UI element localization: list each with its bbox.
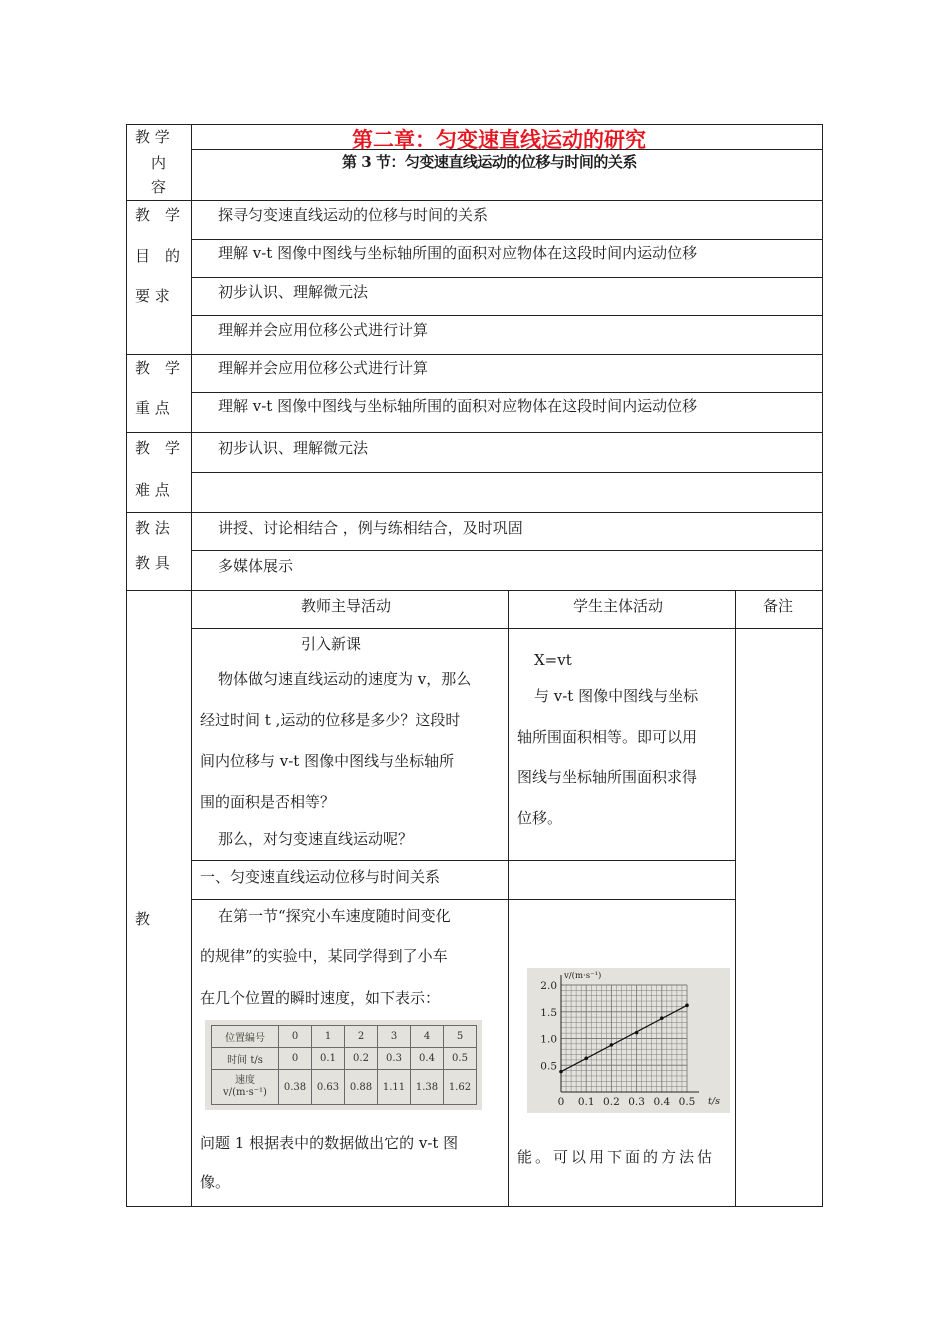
table-cell: 5 [444,1026,477,1048]
student-note: 能。可以用下面的方法估 [517,1148,716,1166]
label-methods-2: 教 具 [135,554,170,572]
experiment-line: 在第一节“探究小车速度随时间变化 [218,907,451,925]
table-cell: 0.1 [312,1048,345,1070]
table-cell: 0.63 [312,1070,345,1105]
student-formula: X=vt [534,651,572,669]
label-content-2: 内 [151,154,167,172]
section1-title: 一、匀变速直线运动位移与时间关系 [200,868,441,886]
table-cell: 0.2 [345,1048,378,1070]
label-methods-1: 教 法 [135,519,170,537]
x-tick-label: 0.2 [603,1096,620,1108]
table-cell: 0.4 [411,1048,444,1070]
data-point [610,1043,614,1047]
intro-heading: 引入新课 [301,635,362,653]
speed-data-table [211,1025,477,1105]
data-point [635,1031,639,1035]
y-tick-label: 1.0 [540,1033,557,1046]
x-tick-label: 0.4 [653,1096,671,1108]
table-cell: 1.38 [411,1070,444,1105]
table-cell: 1.11 [378,1070,411,1105]
label-difficulties-2: 难 点 [135,481,170,499]
row-label-time: 时间 t/s [212,1048,279,1070]
label-teaching: 教 [135,910,151,928]
table-cell: 1.62 [444,1070,477,1105]
intro-line: 物体做匀速直线运动的速度为 v，那么 [218,670,472,688]
table-cell: 0.38 [279,1070,312,1105]
intro-line: 间内位移与 v-t 图像中图线与坐标轴所 [200,752,455,770]
table-cell: 0.3 [378,1048,411,1070]
student-line: 图线与坐标轴所围面积求得 [517,768,698,786]
data-table-photo [205,1020,482,1110]
student-line: 位移。 [517,809,563,827]
x-tick-label: 0.1 [577,1096,595,1108]
data-point [584,1056,588,1060]
data-point [685,1004,689,1008]
section-title: 第 3 节：匀变速直线运动的位移与时间的关系 [342,153,637,171]
label-goals-2: 目 的 [135,247,181,265]
label-difficulties-1: 教 学 [135,439,181,457]
tool-item: 多媒体展示 [218,557,294,575]
vt-chart [527,968,730,1113]
table-cell: 3 [378,1026,411,1048]
goal-item: 初步认识、理解微元法 [218,283,369,301]
intro-line: 围的面积是否相等？ [200,793,336,811]
goal-item: 探寻匀变速直线运动的位移与时间的关系 [218,206,489,224]
table-cell: 0 [279,1026,312,1048]
intro-followup: 那么，对匀变速直线运动呢？ [218,830,414,848]
table-cell: 2 [345,1026,378,1048]
goal-item: 理解并会应用位移公式进行计算 [218,321,429,339]
question-line: 像。 [200,1173,231,1191]
difficulty-item: 初步认识、理解微元法 [218,439,369,457]
table-cell: 1 [312,1026,345,1048]
intro-line: 经过时间 t ,运动的位移是多少？这段时 [200,711,461,729]
x-tick-label: 0 [557,1096,565,1108]
question-line: 问题 1 根据表中的数据做出它的 v-t 图 [200,1134,459,1152]
label-content-3: 容 [151,178,167,196]
row-label-speed-unit: v/(m·s⁻¹) [223,1087,267,1099]
table-cell: 0.5 [444,1048,477,1070]
experiment-line: 在几个位置的瞬时速度，如下表示： [200,989,441,1007]
x-tick-label: 0.3 [628,1096,645,1108]
label-content-1: 教 学 [135,128,170,146]
y-axis-label: v/(m·s⁻¹) [564,971,602,981]
header-teacher-activity: 教师主导活动 [301,597,392,615]
table-cell: 0.88 [345,1070,378,1105]
student-line: 与 v-t 图像中图线与坐标 [534,687,699,705]
keypoint-item: 理解 v-t 图像中图线与坐标轴所围的面积对应物体在这段时间内运动位移 [218,397,698,415]
row-label-speed [212,1070,279,1105]
data-point [559,1070,563,1074]
row-label-position: 位置编号 [212,1026,279,1048]
data-point [660,1016,664,1020]
header-remarks: 备注 [763,597,794,615]
goal-item: 理解 v-t 图像中图线与坐标轴所围的面积对应物体在这段时间内运动位移 [218,244,698,262]
label-keypoints-1: 教 学 [135,359,181,377]
y-tick-label: 0.5 [540,1060,557,1073]
chapter-title: 第二章：匀变速直线运动的研究 [352,127,646,152]
method-item: 讲授、讨论相结合 ，例与练相结合，及时巩固 [218,519,523,537]
y-tick-label: 2.0 [540,980,557,992]
keypoint-item: 理解并会应用位移公式进行计算 [218,359,429,377]
row-label-speed-name: 速度 [235,1075,255,1087]
experiment-line: 的规律”的实验中，某同学得到了小车 [200,947,448,965]
x-tick-label: 0.5 [678,1096,696,1108]
label-goals-1: 教 学 [135,206,181,224]
student-line: 轴所围面积相等。即可以用 [517,728,698,746]
label-keypoints-2: 重 点 [135,399,170,417]
y-tick-label: 1.5 [540,1006,557,1019]
label-goals-3: 要 求 [135,287,170,305]
header-student-activity: 学生主体活动 [573,597,664,615]
table-cell: 0 [279,1048,312,1070]
x-axis-label: t/s [708,1096,720,1107]
vt-chart-photo [527,968,730,1113]
table-cell: 4 [411,1026,444,1048]
